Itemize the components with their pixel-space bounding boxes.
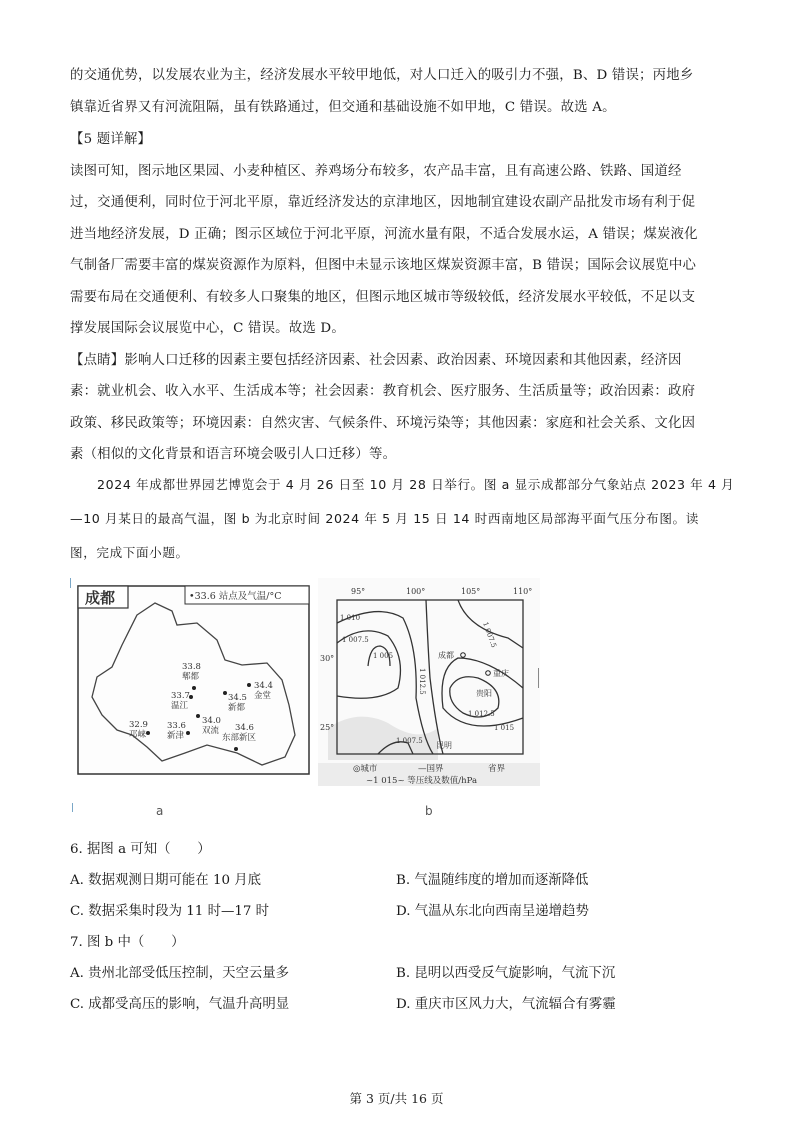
question-6-option-c[interactable]: C. 数据采集时段为 11 时—17 时 xyxy=(70,904,270,919)
image-anchor-mark xyxy=(72,803,73,812)
legend-province: 省界 xyxy=(488,764,506,774)
lat-tick: 30° xyxy=(320,654,335,663)
station-name: 温江 xyxy=(171,701,189,711)
map-title: 成都 xyxy=(85,589,116,607)
station-dot-xindu xyxy=(223,691,227,695)
question-7-option-b[interactable]: B. 昆明以西受反气旋影响，气流下沉 xyxy=(396,966,616,981)
isobar-value: 1 015 xyxy=(494,724,515,732)
station-name: 新津 xyxy=(167,731,185,741)
lat-tick: 25° xyxy=(320,723,335,732)
station-dot-dongbu xyxy=(234,747,238,751)
q5-heading: 【5 题详解】 xyxy=(70,132,152,147)
question-6-stem: 6. 据图 a 可知（ ） xyxy=(70,842,211,857)
station-temp: 33.7 xyxy=(171,691,190,701)
q5-detail-line: 过，交通便利，同时位于河北平原，靠近经济发达的京津地区，因地制宜建设农副产品批发市场有利于促 xyxy=(70,195,696,210)
legend-isobar: ~1 015~ 等压线及数值/hPa xyxy=(366,776,478,786)
lon-tick: 95° xyxy=(351,587,366,596)
question-6-option-b[interactable]: B. 气温随纬度的增加而逐渐降低 xyxy=(396,873,589,888)
figure-a-chengdu-map xyxy=(77,585,310,775)
divider-mark xyxy=(538,668,539,688)
figure-b-pressure-map xyxy=(318,578,540,786)
tip-line: 政策、移民政策等；环境因素：自然灾害、气候条件、环境污染等；其他因素：家庭和社会关系、文化因 xyxy=(70,416,696,431)
page-number: 第 3 页/共 16 页 xyxy=(349,1091,444,1106)
lon-tick: 110° xyxy=(513,587,533,596)
lon-tick: 100° xyxy=(406,587,426,596)
city-label: 重庆 xyxy=(493,669,509,678)
isobar-value: 1 007.5 xyxy=(396,737,423,745)
image-anchor-mark xyxy=(70,578,71,588)
question-7-option-a[interactable]: A. 贵州北部受低压控制，天空云量多 xyxy=(70,966,290,981)
question-7-option-c[interactable]: C. 成都受高压的影响，气温升高明显 xyxy=(70,997,290,1012)
station-temp: 34.6 xyxy=(235,723,254,733)
q5-detail-line: 需要布局在交通便利、有较多人口聚集的地区，但图示地区城市等级较低，经济发展水平较低，不足以支 xyxy=(70,290,696,305)
station-dot-xinjin xyxy=(186,731,190,735)
intro-line: 2024 年成都世界园艺博览会于 4 月 26 日至 10 月 28 日举行。图 a 显示成都部分气象站点 2023 年 4 月 xyxy=(97,477,735,492)
tip-line: 素（相似的文化背景和语言环境会吸引人口迁移）等。 xyxy=(70,447,397,462)
station-dot-shuangliu xyxy=(196,714,200,718)
intro-line: —10 月某日的最高气温，图 b 为北京时间 2024 年 5 月 15 日 14 时西南地区局部海平面气压分布图。读 xyxy=(70,511,699,526)
station-temp: 34.4 xyxy=(254,681,273,691)
tip-line: 素：就业机会、收入水平、生活成本等；社会因素：教育机会、医疗服务、生活质量等；政治因素：政府 xyxy=(70,384,696,399)
station-dot-pidu xyxy=(192,686,196,690)
city-label: 昆明 xyxy=(436,741,452,750)
legend-border: —国界 xyxy=(418,764,444,774)
answer-line: 的交通优势，以发展农业为主，经济发展水平较甲地低，对人口迁入的吸引力不强，B、D 错误；丙地乡 xyxy=(70,68,694,83)
isobar-value: 1 012.5 xyxy=(418,668,426,695)
station-temp: 34.5 xyxy=(228,693,247,703)
city-label: 贵阳 xyxy=(476,689,492,698)
station-name: 新都 xyxy=(228,703,246,713)
isobar-value: 1 005 xyxy=(373,652,394,660)
station-temp: 32.9 xyxy=(129,720,148,730)
station-temp: 34.0 xyxy=(202,716,221,726)
station-name: 邛崃 xyxy=(129,730,147,740)
question-6-option-a[interactable]: A. 数据观测日期可能在 10 月底 xyxy=(70,873,262,888)
answer-line: 镇靠近省界又有河流阻隔，虽有铁路通过，但交通和基础设施不如甲地，C 错误。故选 A。 xyxy=(70,100,616,115)
lon-tick: 105° xyxy=(461,587,481,596)
map-legend: •33.6 站点及气温/°C xyxy=(189,591,282,602)
station-name: 金堂 xyxy=(254,691,272,701)
intro-line: 图，完成下面小题。 xyxy=(70,545,189,560)
question-7-stem: 7. 图 b 中（ ） xyxy=(70,935,185,950)
isobar-value: 1 010 xyxy=(340,614,361,622)
station-name: 双流 xyxy=(202,726,220,736)
q5-detail-line: 撑发展国际会议展览中心，C 错误。故选 D。 xyxy=(70,321,345,336)
station-temp: 33.8 xyxy=(182,662,201,672)
isobar-value: 1 012.5 xyxy=(468,710,495,718)
figure-b-label: b xyxy=(425,804,433,818)
question-7-option-d[interactable]: D. 重庆市区风力大，气流辐合有雾霾 xyxy=(396,997,616,1012)
station-dot-jintang xyxy=(247,683,251,687)
q5-detail-line: 读图可知，图示地区果园、小麦种植区、养鸡场分布较多，农产品丰富，且有高速公路、铁路、国道经 xyxy=(70,164,682,179)
figure-a-label: a xyxy=(156,804,164,818)
station-name: 东部新区 xyxy=(222,733,257,743)
legend-city: ◎城市 xyxy=(353,764,378,774)
tip-line xyxy=(70,345,730,377)
station-dot-qionglai xyxy=(146,731,150,735)
station-temp: 33.6 xyxy=(167,721,186,731)
q5-detail-line: 气制备厂需要丰富的煤炭资源作为原料，但图中未显示该地区煤炭资源丰富，B 错误；国际会议展览中心 xyxy=(70,258,697,273)
question-6-option-d[interactable]: D. 气温从东北向西南呈递增趋势 xyxy=(396,904,589,919)
station-name: 郫都 xyxy=(182,672,200,682)
city-label: 成都 xyxy=(438,651,454,660)
isobar-value: 1 007.5 xyxy=(342,636,369,644)
isobar-value: 1 007.5 xyxy=(481,620,498,649)
tip-text: 影响人口迁移的因素主要包括经济因素、社会因素、政治因素、环境因素和其他因素，经济因 xyxy=(124,353,682,368)
q5-detail-line: 进当地经济发展，D 正确；图示区域位于河北平原，河流水量有限，不适合发展水运，A 错误；煤炭液化 xyxy=(70,227,698,242)
tip-label: 【点睛】 xyxy=(70,353,125,368)
